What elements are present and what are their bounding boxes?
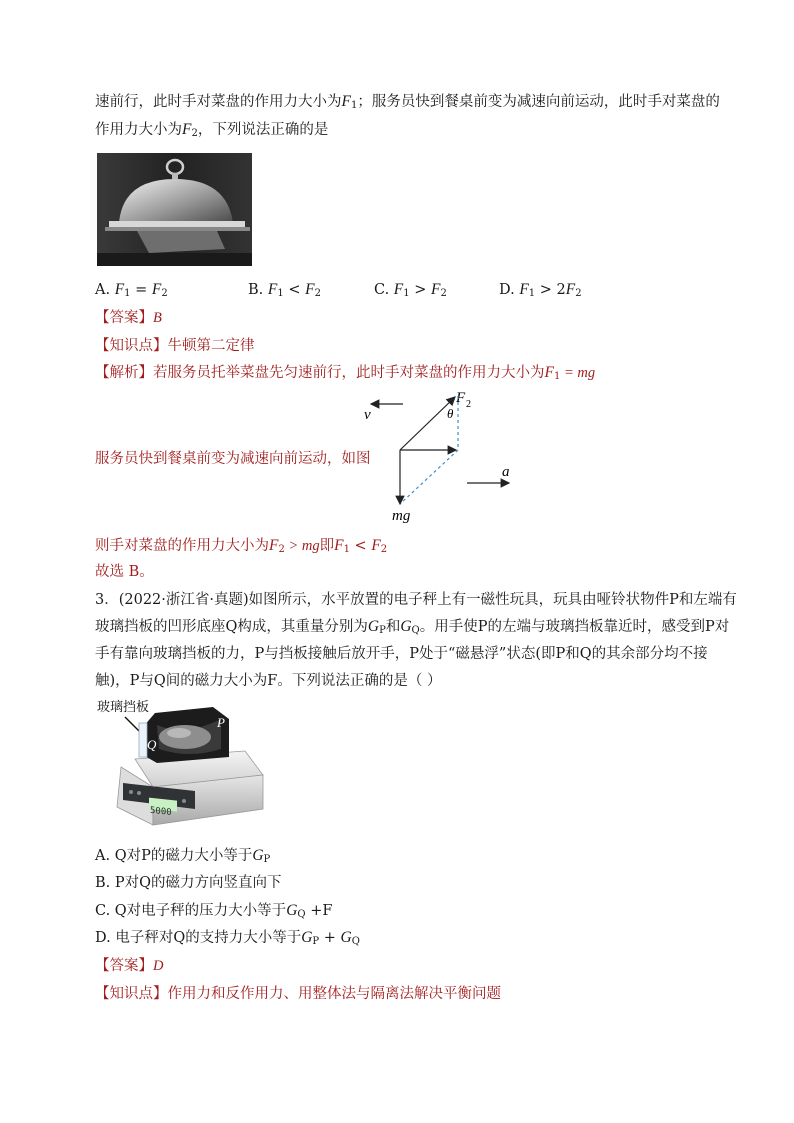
force-diagram — [355, 388, 525, 528]
dashed-diagonal — [400, 450, 458, 504]
magnetic-toy-scale-figure — [95, 697, 267, 837]
q3-option-d[interactable]: D. 电子秤对Q的支持力大小等于$G_P + G_Q$ — [95, 929, 360, 947]
q3-stem-line4: 触)，P与Q间的磁力大小为F。下列说法正确的是（ ） — [95, 673, 442, 689]
dish-cover-illustration — [97, 153, 252, 266]
q2-conclusion: 故选 B。 — [95, 564, 154, 580]
q2-option-a[interactable]: A. $F_1 = F_2$ — [95, 281, 168, 299]
q3-option-c[interactable]: C. Q对电子秤的压力大小等于$G_Q +F$ — [95, 902, 333, 920]
dumbbell-highlight — [167, 728, 191, 738]
q2-analysis-line2: 服务员快到餐桌前变为减速向前运动，如图 — [95, 451, 371, 467]
q2-option-b[interactable]: B. $F_1 < F_2$ — [248, 281, 321, 299]
text: ，下列说法正确的是 — [197, 122, 329, 138]
scale-reading: 5000 — [150, 805, 172, 819]
text: 速前行，此时手对菜盘的作用力大小为 — [95, 94, 342, 110]
velocity-label: v — [364, 407, 371, 423]
label-pointer — [125, 717, 139, 731]
text: ；服务员快到餐桌前变为减速向前运动，此时手对菜盘的 — [357, 94, 720, 110]
q2-analysis-line1: 【解析】若服务员托举菜盘先匀速前行，此时手对菜盘的作用力大小为$F_1$ = mg — [95, 364, 596, 382]
scale-button[interactable] — [129, 790, 133, 794]
label-p: P — [217, 715, 225, 730]
q2-option-c[interactable]: C. $F_1 > F_2$ — [374, 281, 447, 299]
waiter-dish-photo — [97, 153, 252, 266]
q3-stem-line1: 3．(2022·浙江省·真题)如图所示，水平放置的电子秤上有一磁性玩具，玩具由哑铃状物件P和左端有 — [95, 592, 737, 608]
symbol-F2: F — [182, 121, 192, 138]
q2-analysis-line3: 则手对菜盘的作用力大小为$F_2$ > mg即$F_1 < F_2$ — [95, 537, 388, 555]
scale-button[interactable] — [182, 799, 186, 803]
glass-baffle — [139, 723, 147, 757]
q2-stem-line2 — [95, 120, 328, 144]
q2-knowledge-point: 【知识点】牛顿第二定律 — [95, 338, 255, 354]
f2-arrow — [400, 397, 455, 450]
mg-label: mg — [392, 508, 411, 524]
answer-tag: 【答案】 — [95, 310, 153, 326]
subscript: 1 — [350, 100, 358, 111]
answer-value: B — [153, 310, 162, 326]
subscript: 2 — [191, 128, 198, 139]
q3-stem-line2: 玻璃挡板的凹形底座Q构成，其重量分别为$G_P$和$G_Q$。用手使P的左端与玻璃挡板靠近时，感受到P对 — [95, 618, 730, 636]
glass-baffle-label: 玻璃挡板 — [97, 700, 150, 715]
q2-answer — [95, 308, 162, 328]
symbol-F1: F — [341, 93, 351, 110]
acceleration-label: a — [502, 464, 510, 480]
theta-label: θ — [447, 406, 454, 421]
f2-subscript: 2 — [466, 399, 471, 410]
q3-answer: 【答案】D — [95, 958, 164, 974]
q3-option-b[interactable]: B. P对Q的磁力方向竖直向下 — [95, 875, 282, 891]
q3-option-a[interactable]: A. Q对P的磁力大小等于$G_P$ — [95, 847, 271, 865]
text: 作用力大小为 — [95, 122, 182, 138]
scale-button[interactable] — [137, 791, 141, 795]
label-q: Q — [147, 737, 157, 752]
f2-label: F — [456, 390, 466, 406]
q2-stem-line1 — [95, 92, 720, 116]
q3-stem-line3: 手有靠向玻璃挡板的力，P与挡板接触后放开手，P处于“磁悬浮”状态(即P和Q的其余部分均不接 — [95, 646, 708, 662]
q2-option-d[interactable]: D. $F_1 > 2F_2$ — [499, 281, 582, 299]
q3-knowledge-point: 【知识点】作用力和反作用力、用整体法与隔离法解决平衡问题 — [95, 986, 501, 1002]
